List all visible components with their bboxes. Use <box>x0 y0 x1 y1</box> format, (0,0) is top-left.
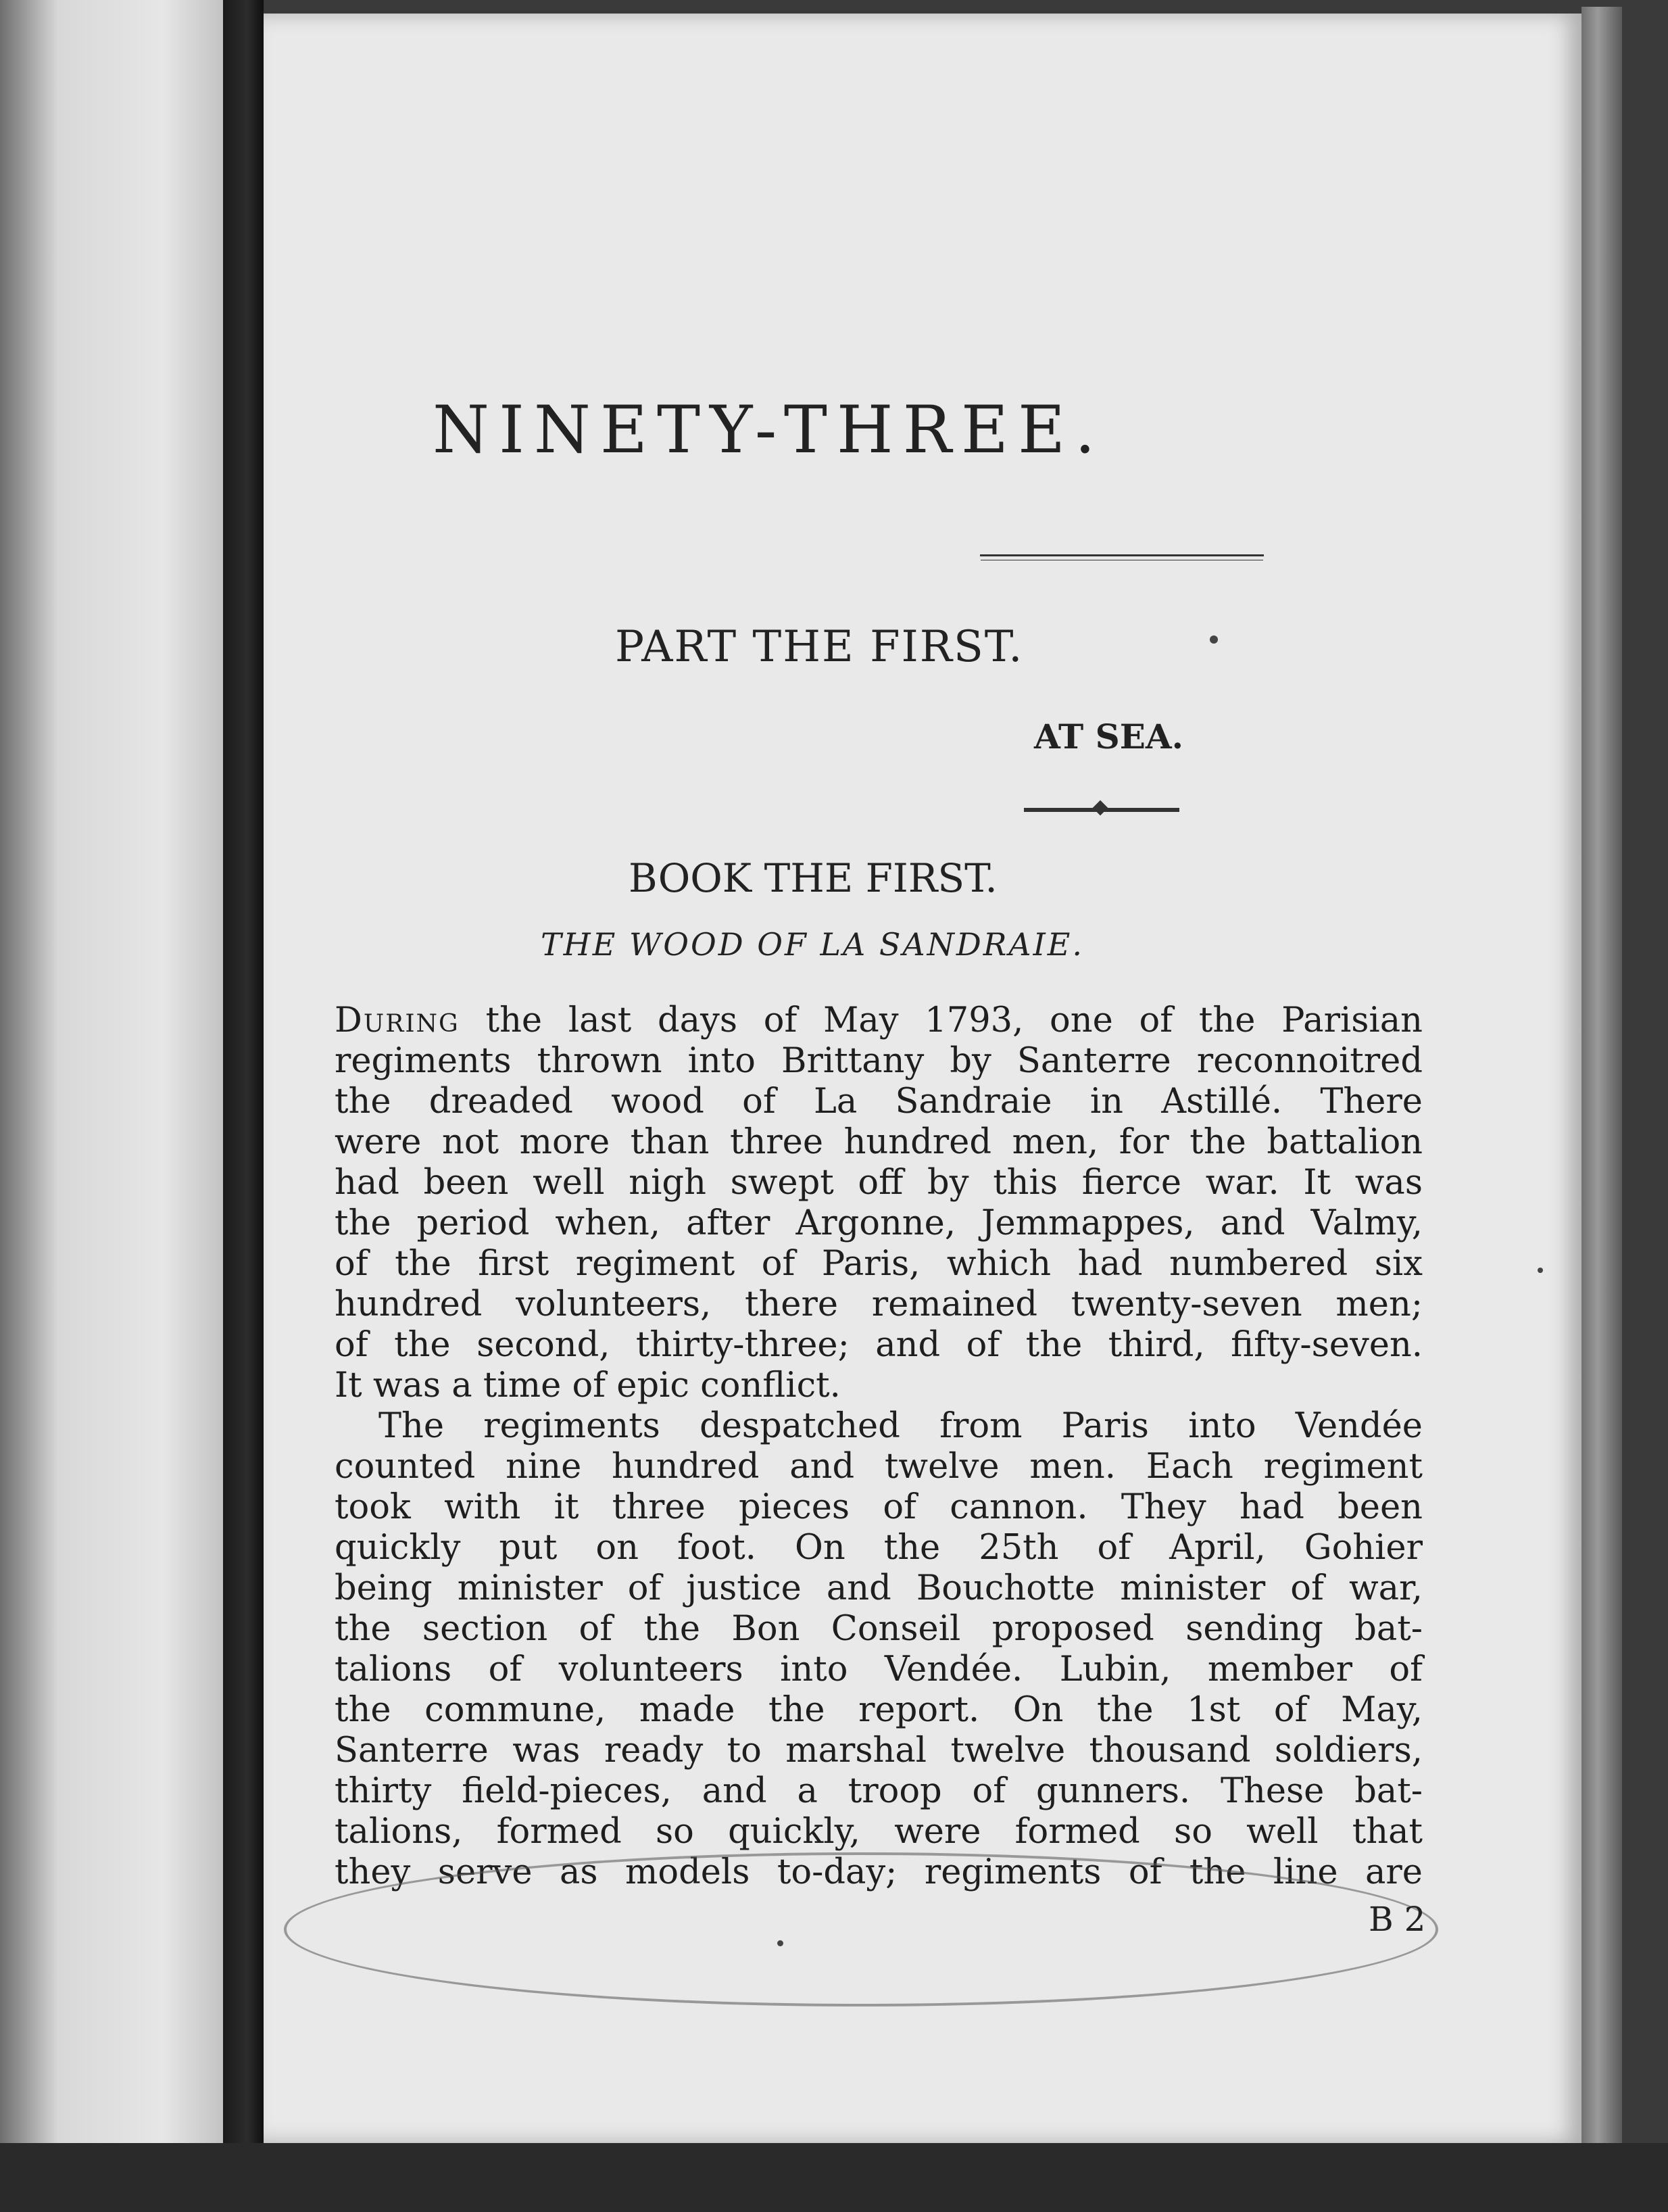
dust-speck <box>1538 1268 1543 1273</box>
part-heading: PART THE FIRST. <box>615 622 1024 672</box>
text-line: the dreaded wood of La Sandraie in Astillé. There <box>335 1082 1423 1122</box>
text-line: took with it three pieces of cannon. They had been <box>335 1487 1423 1527</box>
paragraph-2 <box>335 1406 1423 1893</box>
text-line: the commune, made the report. On the 1st of May, <box>335 1690 1423 1730</box>
ornament-rule <box>1024 808 1179 812</box>
title-rule <box>980 554 1264 556</box>
paragraph-1 <box>335 1001 1423 1406</box>
text-line: counted nine hundred and twelve men. Each regiment <box>335 1447 1423 1487</box>
text-line: they serve as models to-day; regiments of the line are <box>335 1852 1423 1892</box>
text-line: regiments thrown into Brittany by Santerre reconnoitred <box>335 1041 1423 1081</box>
text-line: of the first regiment of Paris, which had numbered six <box>335 1244 1423 1284</box>
page-fore-edge <box>1581 7 1622 2150</box>
text-line: It was a time of epic conflict. <box>335 1366 841 1405</box>
chapter-heading: THE WOOD OF LA SANDRAIE. <box>541 926 1084 963</box>
part-subtitle: AT SEA. <box>1034 717 1184 756</box>
book-heading: BOOK THE FIRST. <box>629 855 998 901</box>
text-line: talions of volunteers into Vendée. Lubin, member of <box>335 1650 1423 1689</box>
text-line: During the last days of May 1793, one of the Parisian <box>335 1001 1423 1040</box>
facing-page <box>0 0 233 2212</box>
text-line: thirty field-pieces, and a troop of gunners. These bat- <box>335 1771 1423 1811</box>
text-line: The regiments despatched from Paris into Vendée <box>378 1406 1423 1446</box>
drop-lead: During <box>335 1001 460 1040</box>
text-line: hundred volunteers, there remained twenty-seven men; <box>335 1284 1423 1324</box>
dust-speck <box>777 1940 783 1946</box>
dust-speck <box>1210 635 1218 644</box>
scan-bottom-band <box>0 2143 1668 2212</box>
body-text <box>335 1001 1423 1893</box>
text-line: of the second, thirty-three; and of the third, fifty-seven. <box>335 1325 1423 1365</box>
text-line: quickly put on foot. On the 25th of April, Gohier <box>335 1528 1423 1568</box>
book-title: NINETY-THREE. <box>433 392 1105 468</box>
book-gutter <box>223 0 264 2212</box>
text-line: being minister of justice and Bouchotte minister of war, <box>335 1568 1423 1608</box>
book-page <box>264 14 1581 2143</box>
text-line: talions, formed so quickly, were formed so well that <box>335 1812 1423 1852</box>
text-line: the period when, after Argonne, Jemmappes, and Valmy, <box>335 1203 1423 1243</box>
text-line: the section of the Bon Conseil proposed sending bat- <box>335 1609 1423 1649</box>
text-line: were not more than three hundred men, for the battalion <box>335 1122 1423 1162</box>
page-signature: B 2 <box>1369 1900 1426 1939</box>
pencil-annotation-oval <box>284 1852 1438 2006</box>
text-line: Santerre was ready to marshal twelve thousand soldiers, <box>335 1731 1423 1771</box>
text-line: had been well nigh swept off by this fierce war. It was <box>335 1163 1423 1203</box>
